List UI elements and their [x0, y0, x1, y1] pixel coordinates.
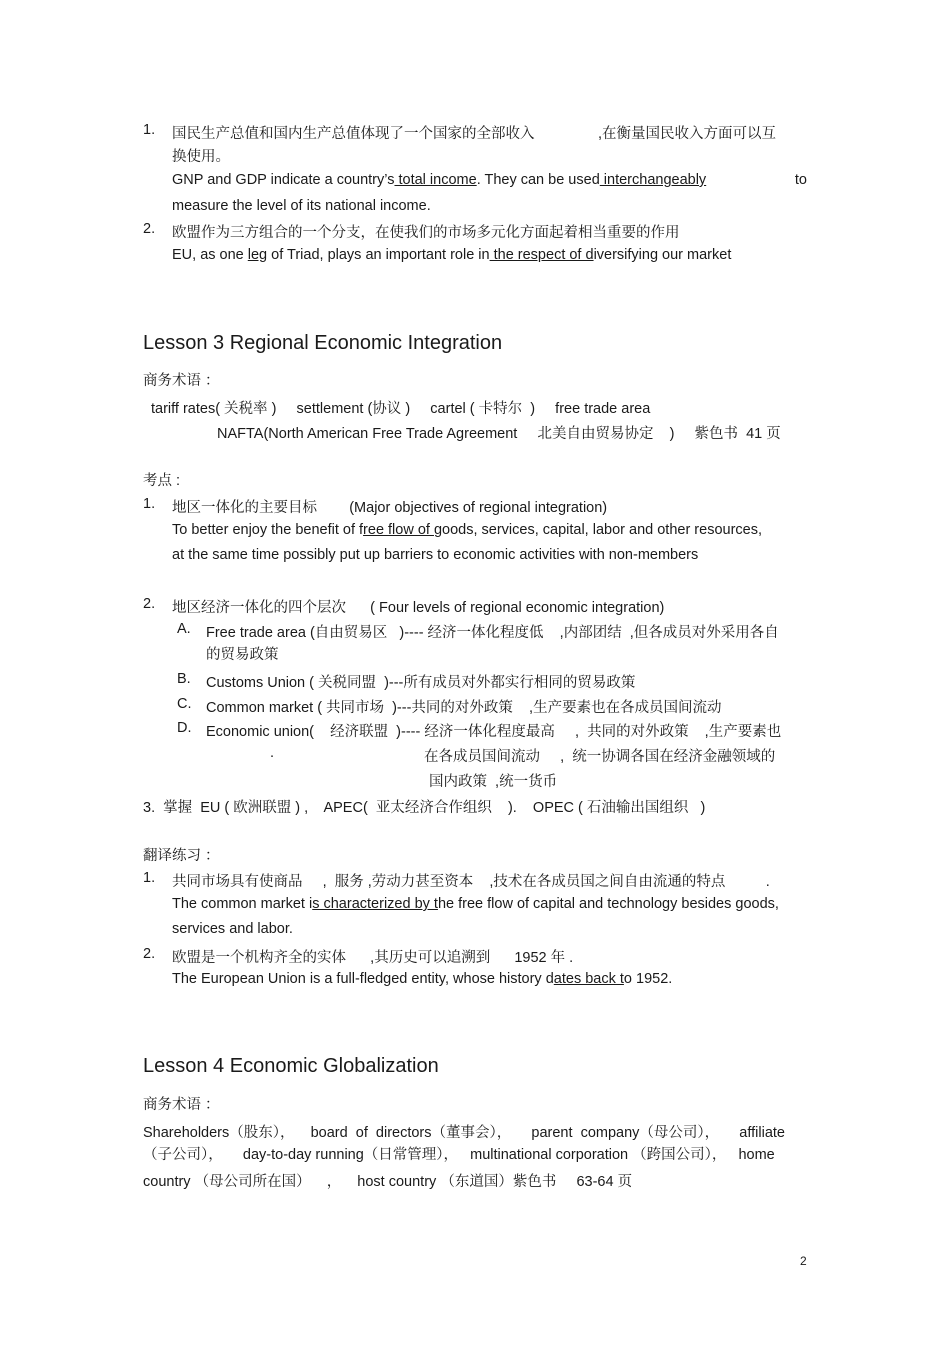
- en-part: to: [794, 172, 807, 188]
- level-d-cont2: 国内政策 ,统一货币: [429, 774, 558, 790]
- en-part: iversifying our market: [593, 247, 732, 263]
- underlined-term: s characterized by t: [312, 896, 438, 912]
- level-a-letter: A.: [177, 621, 191, 637]
- en-part: goods, services, capital, labor and other resources,: [433, 522, 763, 538]
- en-part: The common market i: [172, 896, 313, 912]
- trans-label: 翻译练习 ：: [143, 848, 220, 864]
- level-b-text: Customs Union ( 关税同盟 )---所有成员对外都实行相同的贸易政策: [206, 675, 636, 691]
- intro-item1-zh-c: 换使用。: [172, 149, 230, 165]
- t2-zh: 欧盟是一个机构齐全的实体 ,其历史可以追溯到 1952 年 .: [172, 950, 574, 966]
- level-d-cont1: 在各成员国间流动 , 统一协调各国在经济金融领域的: [424, 749, 776, 765]
- lesson4-line1: Shareholders（股东）， board of directors（董事会）， parent company（母公司）， affiliate: [143, 1125, 785, 1141]
- lesson3-terms-line1: tariff rates( 关税率 ) settlement (协议 ) cartel ( 卡特尔 ) free trade area: [151, 401, 651, 417]
- lesson3-key-label: 考点 :: [143, 473, 181, 489]
- lesson4-title: Lesson 4 Economic Globalization: [143, 1055, 439, 1077]
- lesson3-terms-label: 商务术语 ：: [143, 373, 220, 389]
- intro-item1-zh-a: 国民生产总值和国内生产总值体现了一个国家的全部收入: [172, 126, 535, 142]
- k1-title: 地区一体化的主要目标 (Major objectives of regional integration): [172, 500, 608, 516]
- level-b-letter: B.: [177, 671, 191, 687]
- en-part: o 1952.: [623, 971, 673, 987]
- k1-num: 1.: [143, 496, 156, 512]
- lesson3-title: Lesson 3 Regional Economic Integration: [143, 332, 503, 354]
- t1-en: [172, 896, 779, 912]
- intro-item1-en: [172, 172, 807, 188]
- level-d-letter: D.: [177, 720, 192, 736]
- page-number: 2: [800, 1254, 807, 1268]
- t1-zh: 共同市场具有使商品 , 服务 ,劳动力甚至资本 ,技术在各成员国之间自由流通的特点 .: [172, 874, 770, 890]
- lesson4-line2: （子公司）， day-to-day running（日常管理）， multinational corporation （跨国公司）， home: [143, 1147, 775, 1163]
- lesson4-terms-label: 商务术语 ：: [143, 1097, 220, 1113]
- en-part: . They can be used: [476, 172, 600, 188]
- level-a-cont: 的贸易政策: [206, 647, 279, 663]
- intro-item2-zh: 欧盟作为三方组合的一个分支，在使我们的市场多元化方面起着相当重要的作用: [172, 225, 680, 241]
- lesson4-line3: country （母公司所在国） ， host country （东道国）紫色书 63-64 页: [143, 1174, 633, 1190]
- en-part: he free flow of capital and technology besides goods,: [437, 896, 779, 912]
- level-a-text: Free trade area (自由贸易区 )---- 经济一体化程度低 ,内部团结 ,但各成员对外采用各自: [206, 625, 779, 641]
- level-c-text: Common market ( 共同市场 )---共同的对外政策 ,生产要素也在各成员国间流动: [206, 700, 722, 716]
- k2-num: 2.: [143, 596, 156, 612]
- underlined-term: total income: [394, 172, 477, 188]
- level-c-letter: C.: [177, 696, 192, 712]
- k3: 3. 掌握 EU ( 欧洲联盟 ) , APEC( 亚太经济合作组织 ). OPEC ( 石油输出国组织 ): [143, 800, 706, 816]
- intro-item1-en-2: measure the level of its national income.: [172, 198, 431, 214]
- underlined-term: leg: [247, 247, 268, 263]
- level-d-text: Economic union( 经济联盟 )---- 经济一体化程度最高 , 共同的对外政策 ,生产要素也: [206, 724, 782, 740]
- lesson3-terms-line2: NAFTA(North American Free Trade Agreement 北美自由贸易协定 ) 紫色书 41 页: [217, 426, 781, 442]
- level-d-dot: .: [270, 745, 275, 761]
- intro-item1-zh-b: ,在衡量国民收入方面可以互: [598, 126, 777, 142]
- t1-num: 1.: [143, 870, 156, 886]
- t2-num: 2.: [143, 946, 156, 962]
- underlined-term: ree flow of: [363, 522, 434, 538]
- intro-item2-num: 2.: [143, 221, 156, 237]
- k2-title: 地区经济一体化的四个层次 ( Four levels of regional economic integration): [172, 600, 665, 616]
- en-part: The European Union is a full-fledged entity, whose history d: [172, 971, 554, 987]
- underlined-term: ates back t: [553, 971, 624, 987]
- en-part: ’s: [384, 172, 395, 188]
- t2-en: [172, 971, 672, 987]
- k1-line2: at the same time possibly put up barriers to economic activities with non-members: [172, 547, 699, 563]
- en-part: of Triad, plays an important role in: [267, 247, 490, 263]
- intro-item2-en: [172, 247, 731, 263]
- intro-item1-num: 1.: [143, 122, 156, 138]
- en-part: GNP and GDP indicate a country: [172, 172, 385, 188]
- t1-en-2: services and labor.: [172, 921, 293, 937]
- en-part: EU, as one: [172, 247, 248, 263]
- en-part: To better enjoy the benefit of f: [172, 522, 364, 538]
- k1-line1: [172, 522, 762, 538]
- underlined-term: interchangeably: [599, 172, 707, 188]
- underlined-term: the respect of d: [489, 247, 594, 263]
